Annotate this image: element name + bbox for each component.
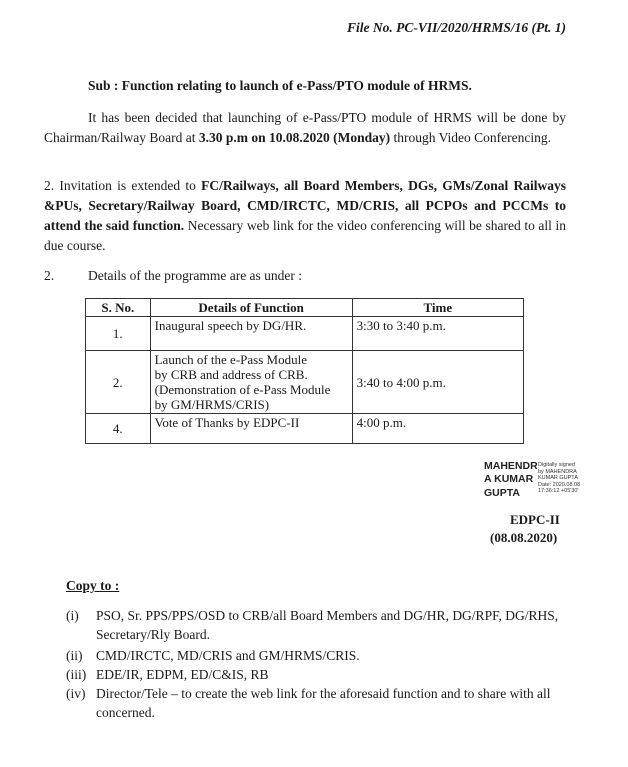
copy-item-label: (iv)	[66, 686, 86, 701]
copy-item-text: CMD/IRCTC, MD/CRIS and GM/HRMS/CRIS.	[96, 648, 360, 663]
designation: EDPC-II	[510, 512, 560, 527]
paragraph-1-text-b: through Video Conferencing.	[390, 130, 552, 145]
copy-list-item	[66, 646, 566, 666]
header-sno: S. No.	[86, 299, 151, 317]
copy-list-item	[66, 665, 566, 685]
paragraph-2-bold: FC/Railways, all Board Members, DGs, GMs/Zonal Railways &PUs, Secretary/Railway Board, CMD/IRCTC, MD/CRIS, all PCPOs and PCCMs to attend the said function.	[44, 178, 566, 233]
copy-item-label: (ii)	[66, 648, 83, 663]
copy-item-label: (i)	[66, 608, 79, 623]
cell-sno: 1.	[86, 317, 151, 351]
paragraph-2-text-b: Necessary web link for the video conferencing will be shared to all in due course.	[44, 218, 566, 253]
paragraph-1-bold: 3.30 p.m on 10.08.2020 (Monday)	[198, 130, 391, 145]
cell-details-line: Launch of the e-Pass Module	[154, 352, 307, 367]
paragraph-3-number: 2.	[44, 268, 55, 283]
paragraph-1-text-a: It has been decided that launching of e-Pass/PTO module of HRMS will be done by Chairman/Railway Board at	[44, 110, 566, 145]
copy-item-label: (iii)	[66, 667, 87, 682]
cell-details	[150, 351, 352, 414]
signature-detail-line: by MAHENDRA	[538, 468, 577, 475]
file-number: File No. PC-VII/2020/HRMS/16 (Pt. 1)	[346, 20, 566, 35]
copy-item-text: PSO, Sr. PPS/PPS/OSD to CRB/all Board Members and DG/HR, DG/RPF, DG/RHS, Secretary/Rly Board.	[96, 608, 559, 642]
signature-name-line: GUPTA	[484, 487, 520, 499]
cell-details-line: by GM/HRMS/CRIS)	[154, 397, 270, 412]
copy-list-item	[66, 684, 566, 724]
table-header-row	[86, 299, 524, 317]
subject-line: Sub : Function relating to launch of e-Pass/PTO module of HRMS.	[88, 78, 472, 93]
cell-sno: 4.	[86, 414, 151, 444]
paragraph-2	[44, 176, 566, 256]
signature-detail-line: Digitally signed	[538, 462, 575, 468]
programme-table	[85, 298, 524, 444]
copy-item-text: Director/Tele – to create the web link for the aforesaid function and to share with all concerned.	[96, 686, 551, 720]
cell-time: 3:30 to 3:40 p.m.	[352, 317, 523, 351]
copy-list-item	[66, 606, 566, 646]
cell-sno: 2.	[86, 351, 151, 414]
signature-name-line: MAHENDR	[484, 460, 538, 472]
table-row	[86, 317, 524, 351]
table-row	[86, 351, 524, 414]
paragraph-1	[44, 108, 566, 148]
cell-details: Vote of Thanks by EDPC-II	[150, 414, 352, 444]
cell-time: 4:00 p.m.	[352, 414, 523, 444]
cell-details-line: by CRB and address of CRB.	[154, 367, 308, 382]
copy-to-heading: Copy to :	[66, 578, 120, 593]
signature-detail-line: KUMAR GUPTA	[538, 475, 578, 481]
signature-details	[538, 462, 580, 495]
header-details: Details of Function	[150, 299, 352, 317]
copy-item-text: EDE/IR, EDPM, ED/C&IS, RB	[96, 667, 269, 682]
signature-name-line: A KUMAR	[484, 473, 534, 485]
paragraph-2-text-a: 2. Invitation is extended to	[44, 178, 202, 193]
cell-details-line: (Demonstration of e-Pass Module	[154, 382, 331, 397]
table-row	[86, 414, 524, 444]
cell-details: Inaugural speech by DG/HR.	[150, 317, 352, 351]
cell-time: 3:40 to 4:00 p.m.	[352, 351, 523, 414]
signature-detail-line: 17:36:12 +05'30'	[538, 488, 579, 494]
signature-detail-line: Date: 2020.08.08	[538, 481, 581, 488]
digital-signature	[484, 460, 594, 504]
header-time: Time	[352, 299, 523, 317]
designation-date: (08.08.2020)	[490, 530, 558, 545]
paragraph-3-text: Details of the programme are as under :	[88, 268, 303, 283]
